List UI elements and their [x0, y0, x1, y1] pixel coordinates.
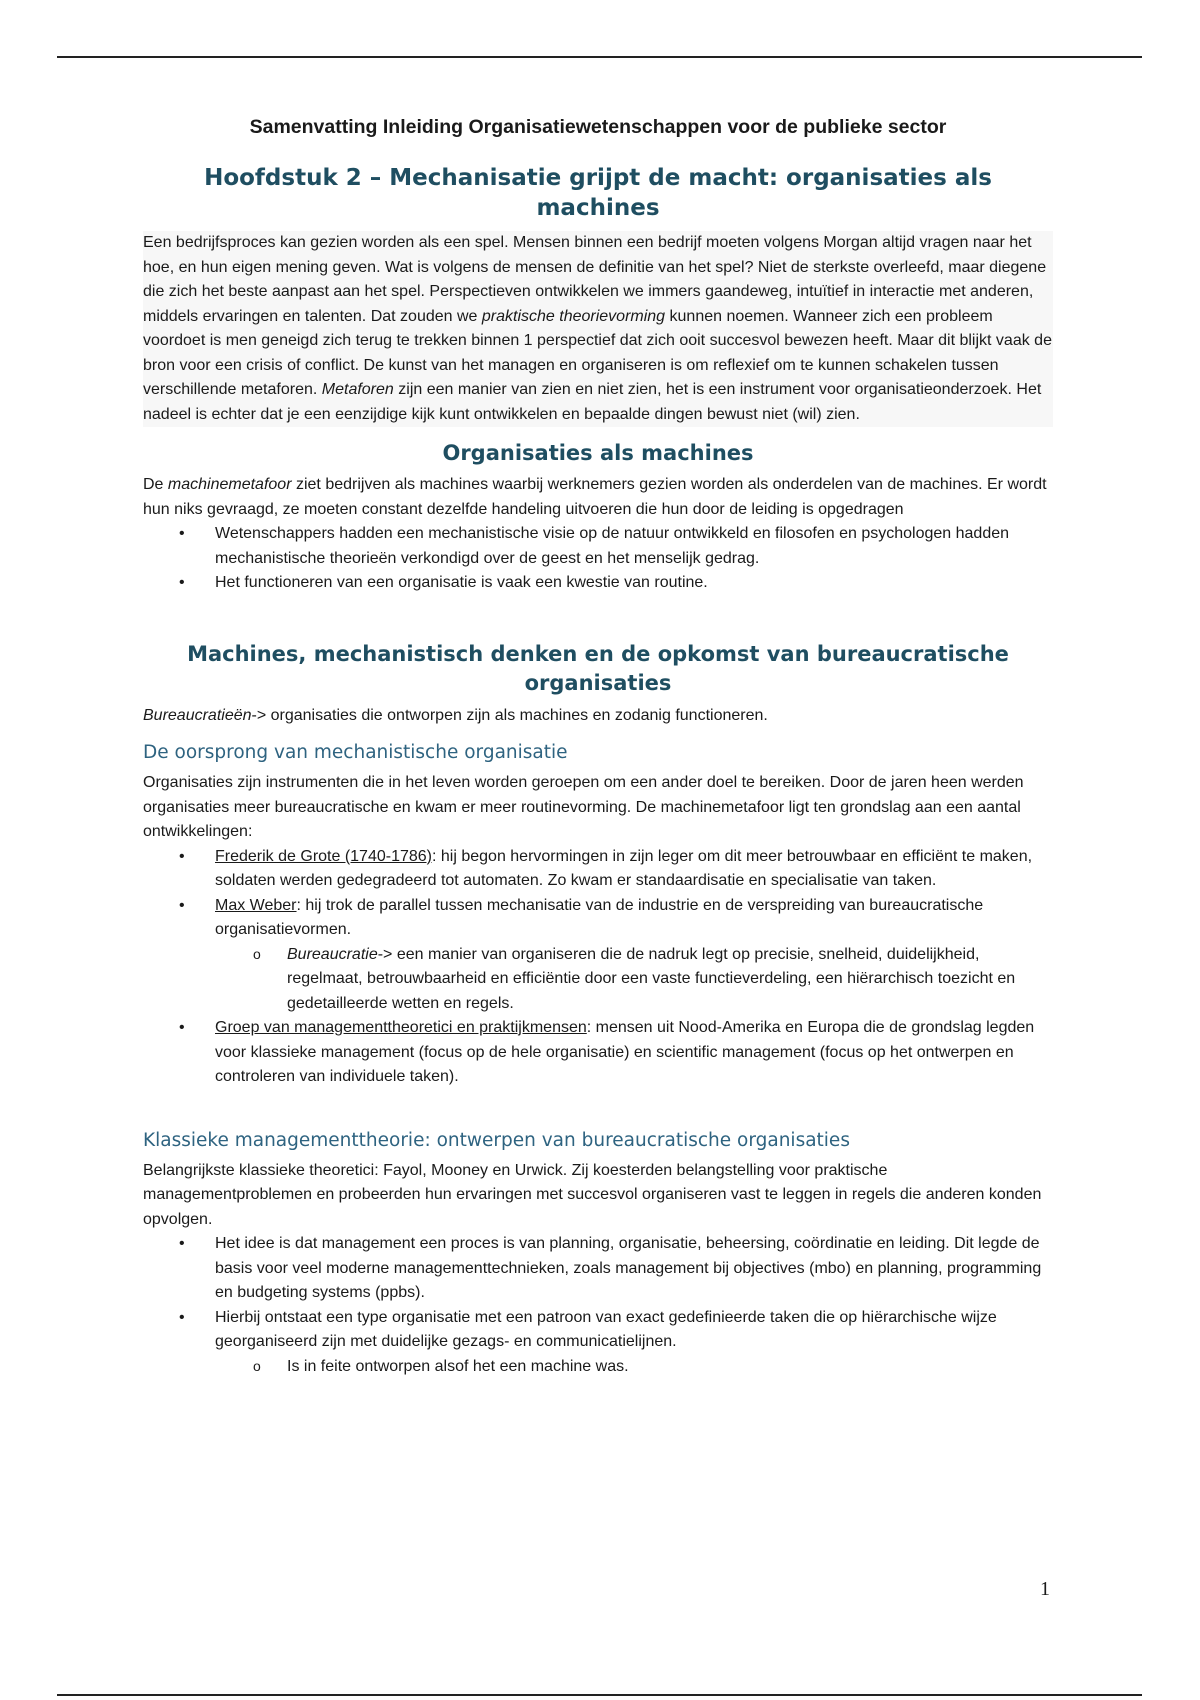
- machines-emphasis: machinemetafoor: [167, 476, 292, 493]
- list-item: [215, 894, 1053, 1017]
- machines-text-2: ziet bedrijven als machines waarbij werknemers gezien worden als onderdelen van de machines. Er wordt hun niks gevraagd, ze moeten constant dezelfde handeling uitvoeren die hun door de leiding is opgedragen: [143, 476, 1047, 518]
- origin-bullet-list: [143, 845, 1053, 1090]
- sub-list-text: -> een manier van organiseren die de nadruk legt op precisie, snelheid, duidelijkheid, regelmaat, betrouwbaarheid en efficiëntie door een vaste functieverdeling, een hiërarchisch toezicht en gedetailleerde wetten en regels.: [287, 945, 1016, 1012]
- sub-list: [215, 1355, 1053, 1380]
- intro-text-3: zijn een manier van zien en niet zien, het is een instrument voor organisatieonderzoek. Het nadeel is echter dat je een eenzijdige kijk kunt ontwikkelen en bepaalde dingen bewust niet (wil) zien.: [143, 381, 1042, 423]
- sub-list-item: o Is in feite ontworpen alsof het een machine was.: [287, 1355, 1053, 1380]
- intro-emphasis-1: praktische theorievorming: [481, 307, 666, 325]
- list-item: [215, 845, 1053, 894]
- classic-paragraph: Belangrijkste klassieke theoretici: Fayol, Mooney en Urwick. Zij koesterden belangstelling voor praktische managementproblemen en probeerden hun ervaringen met succesvol organiseren vast te leggen in regels die anderen konden opvolgen.: [143, 1161, 1042, 1228]
- intro-text-2: kunnen noemen. Wanneer zich een probleem voordoet is men geneigd zich terug te trekken binnen 1 perspectief dat zich ooit succesvol bewezen heeft. Maar dit blijkt vaak de bron voor een crisis of conflict. De kunst van het managen en organiseren is om reflexief om te kunnen schakelen tussen verschillende metaforen.: [143, 307, 1052, 398]
- list-item-text: : hij trok de parallel tussen mechanisatie van de industrie en de verspreiding van bureaucratische organisatievormen.: [215, 896, 984, 938]
- list-item: • Het functioneren van een organisatie is vaak een kwestie van routine.: [215, 571, 1053, 596]
- list-item-text: Hierbij ontstaat een type organisatie met een patroon van exact gedefinieerde taken die op hiërarchische wijze georganiseerd zijn met duidelijke gezags- en communicatielijnen.: [215, 1308, 997, 1350]
- bureaucratic-text: -> organisaties die ontworpen zijn als machines en zodanig functioneren.: [251, 706, 768, 724]
- bureaucratic-paragraph: [143, 704, 1053, 729]
- underlined-term: Frederik de Grote (1740-1786): [215, 847, 432, 865]
- list-item-text: : hij begon hervormingen in zijn leger om dit meer betrouwbaar en efficiënt te maken, soldaten werden gedegradeerd tot automaten. Zo kwam er standaardisatie en specialisatie van taken.: [215, 847, 1033, 889]
- bureaucratic-emphasis: Bureaucratieën: [143, 706, 252, 724]
- underlined-term: Groep van managementtheoretici en praktijkmensen: [215, 1019, 587, 1036]
- list-item: • Het idee is dat management een proces is van planning, organisatie, beheersing, coördinatie en leiding. Dit legde de basis voor veel moderne managementtechnieken, zoals management bij objectives (mbo) en planning, programming en budgeting systems (ppbs).: [215, 1232, 1053, 1306]
- machines-bullet-list: [143, 522, 1053, 596]
- subheading-origin: De oorsprong van mechanistische organisatie: [143, 742, 568, 763]
- origin-paragraph: Organisaties zijn instrumenten die in het leven worden geroepen om een ander doel te bereiken. Door de jaren heen werden organisaties meer bureaucratische en kwam er meer routinevorming. De machinemetafoor ligt ten grondslag aan een aantal ontwikkelingen:: [143, 774, 1024, 840]
- header-rule: [57, 56, 1142, 58]
- intro-text-1: Een bedrijfsproces kan gezien worden als een spel. Mensen binnen een bedrijf moeten volgens Morgan altijd vragen naar het hoe, en hun eigen mening geven. Wat is volgens de mensen de definitie van het spel? Niet de sterkste overleefd, maar diegene die zich het beste aanpast aan het spel. Perspectieven ontwikkelen we immers gaandeweg, intuïtief in interactie met anderen, middels ervaringen en talenten. Dat zouden we: [143, 234, 1047, 325]
- list-item: • Wetenschappers hadden een mechanistische visie op de natuur ontwikkeld en filosofen en psychologen hadden mechanistische theorieën verkondigd over de geest en het menselijk gedrag.: [215, 522, 1053, 571]
- document-title: Samenvatting Inleiding Organisatiewetenschappen voor de publieke sector: [249, 116, 947, 138]
- machines-text-1: De: [143, 476, 168, 493]
- chapter-heading: Hoofdstuk 2 – Mechanisatie grijpt de macht: organisaties als machines: [204, 165, 992, 221]
- list-item: [215, 1306, 1053, 1380]
- underlined-term: Max Weber: [215, 896, 297, 914]
- page-number: 1: [1040, 1578, 1050, 1600]
- page-content: [143, 100, 1053, 1379]
- footer-rule: [57, 1694, 1142, 1696]
- machines-paragraph: [143, 473, 1053, 522]
- classic-bullet-list: [143, 1232, 1053, 1379]
- sub-list-emphasis: Bureaucratie: [287, 945, 378, 963]
- sub-list: [215, 943, 1053, 1017]
- chapter-intro-paragraph: [143, 231, 1053, 427]
- section-heading-bureaucratic: Machines, mechanistisch denken en de opkomst van bureaucratische organisaties: [187, 641, 1009, 695]
- sub-list-item: [287, 943, 1053, 1017]
- list-item: [215, 1016, 1053, 1090]
- subheading-classic-management: Klassieke managementtheorie: ontwerpen van bureaucratische organisaties: [143, 1129, 850, 1151]
- list-item-text: : mensen uit Nood-Amerika en Europa die de grondslag legden voor klassieke management (focus op de hele organisatie) en scientific management (focus op het ontwerpen en controleren van individuele taken).: [215, 1019, 1035, 1085]
- section-heading-machines: Organisaties als machines: [442, 441, 754, 465]
- intro-emphasis-2: Metaforen: [321, 381, 394, 398]
